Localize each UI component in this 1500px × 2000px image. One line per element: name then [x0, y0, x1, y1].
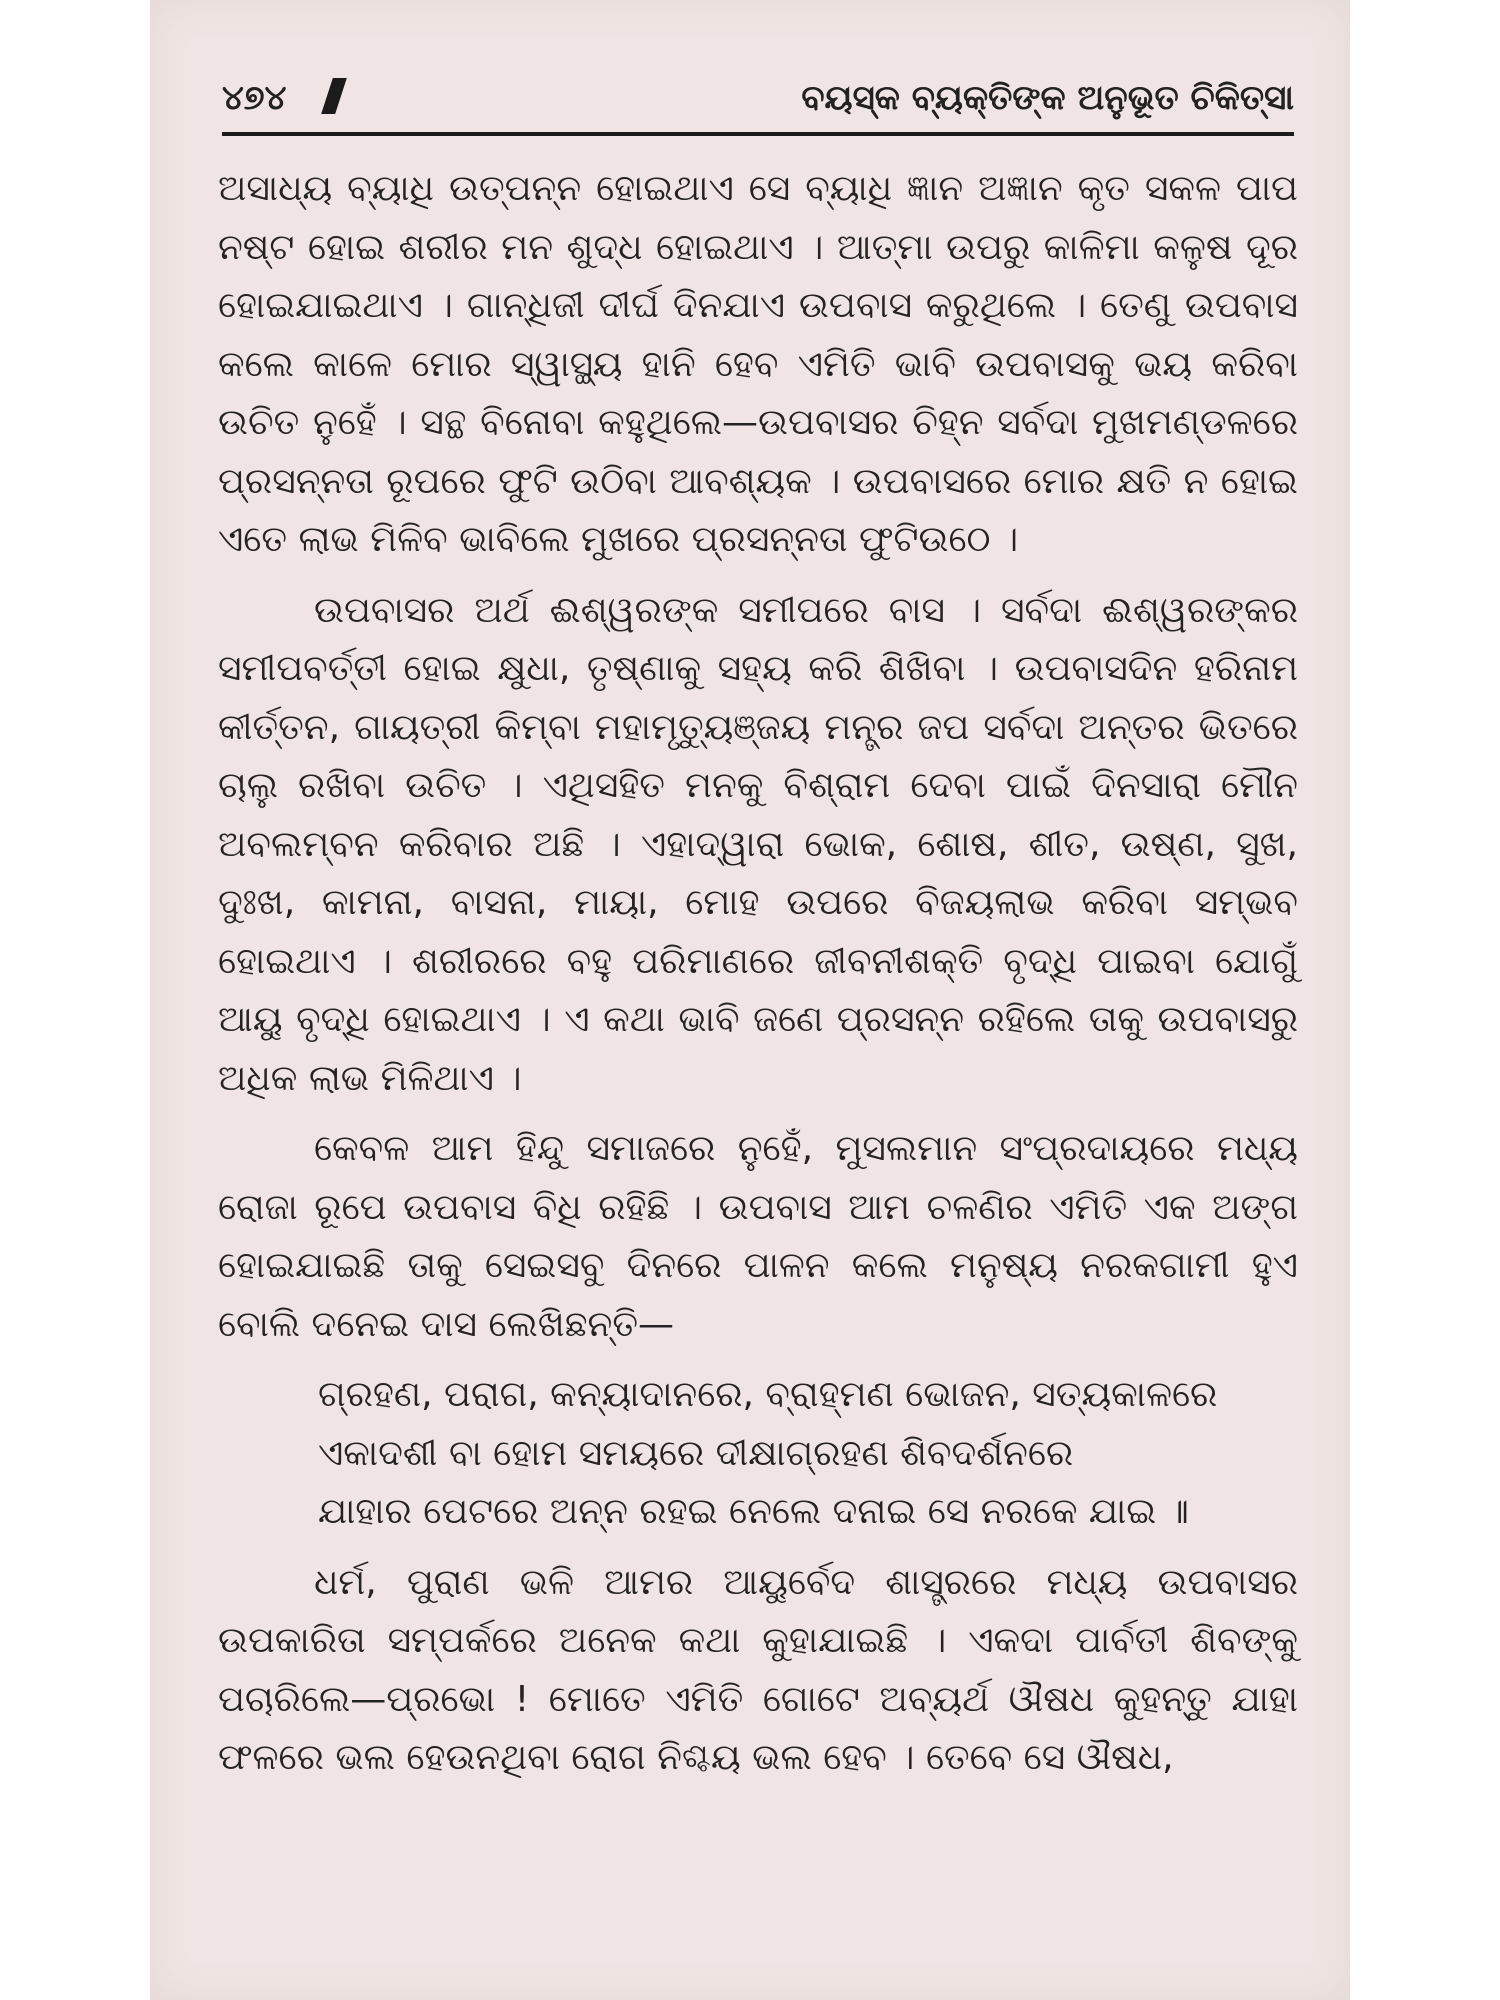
verse-line-3: ଯାହାର ପେଟରେ ଅନ୍ନ ରହଇ ନେଲେ ଦନାଇ ସେ ନରକେ ଯାଇ ॥ — [318, 1491, 1189, 1532]
header-separator-mark — [321, 78, 347, 114]
header-rule — [222, 132, 1294, 136]
running-title: ବୟସ୍କ ବ୍ୟକ୍ତିଙ୍କ ଅନୁଭୂତ ଚିକିତ୍ସା — [801, 78, 1294, 118]
verse-quote — [218, 1366, 1298, 1542]
paragraph-4: ଧର୍ମ, ପୁରାଣ ଭଳି ଆମର ଆୟୁର୍ବେଦ ଶାସ୍ତ୍ରରେ ମଧ୍ୟ ଉପବାସର ଉପକାରିତା ସମ୍ପର୍କରେ ଅନେକ କଥା କୁହାଯାଇଛି । ଏକଦା ପାର୍ବତୀ ଶିବଙ୍କୁ ପଚାରିଲେ—ପ୍ରଭୋ ! ମୋତେ ଏମିତି ଗୋଟେ ଅବ୍ୟର୍ଥ ଔଷଧ କୁହନ୍ତୁ ଯାହା ଫଳରେ ଭଲ ହେଉନଥିବା ରୋଗ ନିଶ୍ଚୟ ଭଲ ହେବ । ତେବେ ସେ ଔଷଧ, — [218, 1561, 1298, 1778]
page-number: ୪୭୪ — [222, 78, 287, 118]
book-page — [150, 0, 1350, 2000]
paragraph-1: ଅସାଧ୍ୟ ବ୍ୟାଧି ଉତ୍ପନ୍ନ ହୋଇଥାଏ ସେ ବ୍ୟାଧି ଜ୍ଞାନ ଅଜ୍ଞାନ କୃତ ସକଳ ପାପ ନଷ୍ଟ ହୋଇ ଶରୀର ମନ ଶୁଦ୍ଧ ହୋଇଥାଏ । ଆତ୍ମା ଉପରୁ କାଳିମା କଳୁଷ ଦୂର ହୋଇଯାଇଥାଏ । ଗାନ୍ଧିଜୀ ଦୀର୍ଘ ଦିନଯାଏ ଉପବାସ କରୁଥିଲେ । ତେଣୁ ଉପବାସ କଲେ କାଳେ ମୋର ସ୍ୱାସ୍ଥ୍ୟ ହାନି ହେବ ଏମିତି ଭାବି ଉପବାସକୁ ଭୟ କରିବା ଉଚିତ ନୁହେଁ । ସନ୍ଥ ବିନୋବା କହୁଥିଲେ—ଉପବାସର ଚିହ୍ନ ସର୍ବଦା ମୁଖମଣ୍ଡଳରେ ପ୍ରସନ୍ନତା ରୂପରେ ଫୁଟି ଉଠିବା ଆବଶ୍ୟକ । ଉପବାସରେ ମୋର କ୍ଷତି ନ ହୋଇ ଏତେ ଲାଭ ମିଳିବ ଭାବିଲେ ମୁଖରେ ପ୍ରସନ୍ନତା ଫୁଟିଉଠେ । — [218, 168, 1298, 560]
body-text — [218, 160, 1298, 1800]
paragraph-2: ଉପବାସର ଅର୍ଥ ଈଶ୍ୱରଙ୍କ ସମୀପରେ ବାସ । ସର୍ବଦା ଈଶ୍ୱରଙ୍କର ସମୀପବର୍ତ୍ତୀ ହୋଇ କ୍ଷୁଧା, ତୃଷ୍ଣାକୁ ସହ୍ୟ କରି ଶିଖିବା । ଉପବାସଦିନ ହରିନାମ କୀର୍ତ୍ତନ, ଗାୟତ୍ରୀ କିମ୍ବା ମହାମୃତ୍ୟୁଞ୍ଜୟ ମନ୍ତ୍ର ଜପ ସର୍ବଦା ଅନ୍ତର ଭିତରେ ଚାଲୁ ରଖିବା ଉଚିତ । ଏଥିସହିତ ମନକୁ ବିଶ୍ରାମ ଦେବା ପାଇଁ ଦିନସାରା ମୌନ ଅବଲମ୍ବନ କରିବାର ଅଛି । ଏହାଦ୍ୱାରା ଭୋକ, ଶୋଷ, ଶୀତ, ଉଷ୍ଣ, ସୁଖ, ଦୁଃଖ, କାମନା, ବାସନା, ମାୟା, ମୋହ ଉପରେ ବିଜୟଲାଭ କରିବା ସମ୍ଭବ ହୋଇଥାଏ । ଶରୀରରେ ବହୁ ପରିମାଣରେ ଜୀବନୀଶକ୍ତି ବୃଦ୍ଧି ପାଇବା ଯୋଗୁଁ ଆୟୁ ବୃଦ୍ଧି ହୋଇଥାଏ । ଏ କଥା ଭାବି ଜଣେ ପ୍ରସନ୍ନ ରହିଲେ ତାକୁ ଉପବାସରୁ ଅଧିକ ଲାଭ ମିଳିଥାଏ । — [218, 589, 1298, 1099]
paragraph-3: କେବଳ ଆମ ହିନ୍ଦୁ ସମାଜରେ ନୁହେଁ, ମୁସଲମାନ ସଂପ୍ରଦାୟରେ ମଧ୍ୟ ରୋଜା ରୂପେ ଉପବାସ ବିଧି ରହିଛି । ଉପବାସ ଆମ ଚଳଣିର ଏମିତି ଏକ ଅଙ୍ଗ ହୋଇଯାଇଛି ତାକୁ ସେଇସବୁ ଦିନରେ ପାଳନ କଲେ ମନୁଷ୍ୟ ନରକଗାମୀ ହୁଏ ବୋଲି ଦନେଇ ଦାସ ଲେଖିଛନ୍ତି— — [218, 1128, 1298, 1345]
verse-line-2: ଏକାଦଶୀ ବା ହୋମ ସମୟରେ ଦୀକ୍ଷାଗ୍ରହଣ ଶିବଦର୍ଶନରେ — [318, 1432, 1074, 1474]
page-header — [222, 72, 1294, 128]
verse-line-1: ଗ୍ରହଣ, ପରାଗ, କନ୍ୟାଦାନରେ, ବ୍ରାହ୍ମଣ ଭୋଜନ, ସତ୍ୟକାଳରେ — [318, 1374, 1218, 1415]
